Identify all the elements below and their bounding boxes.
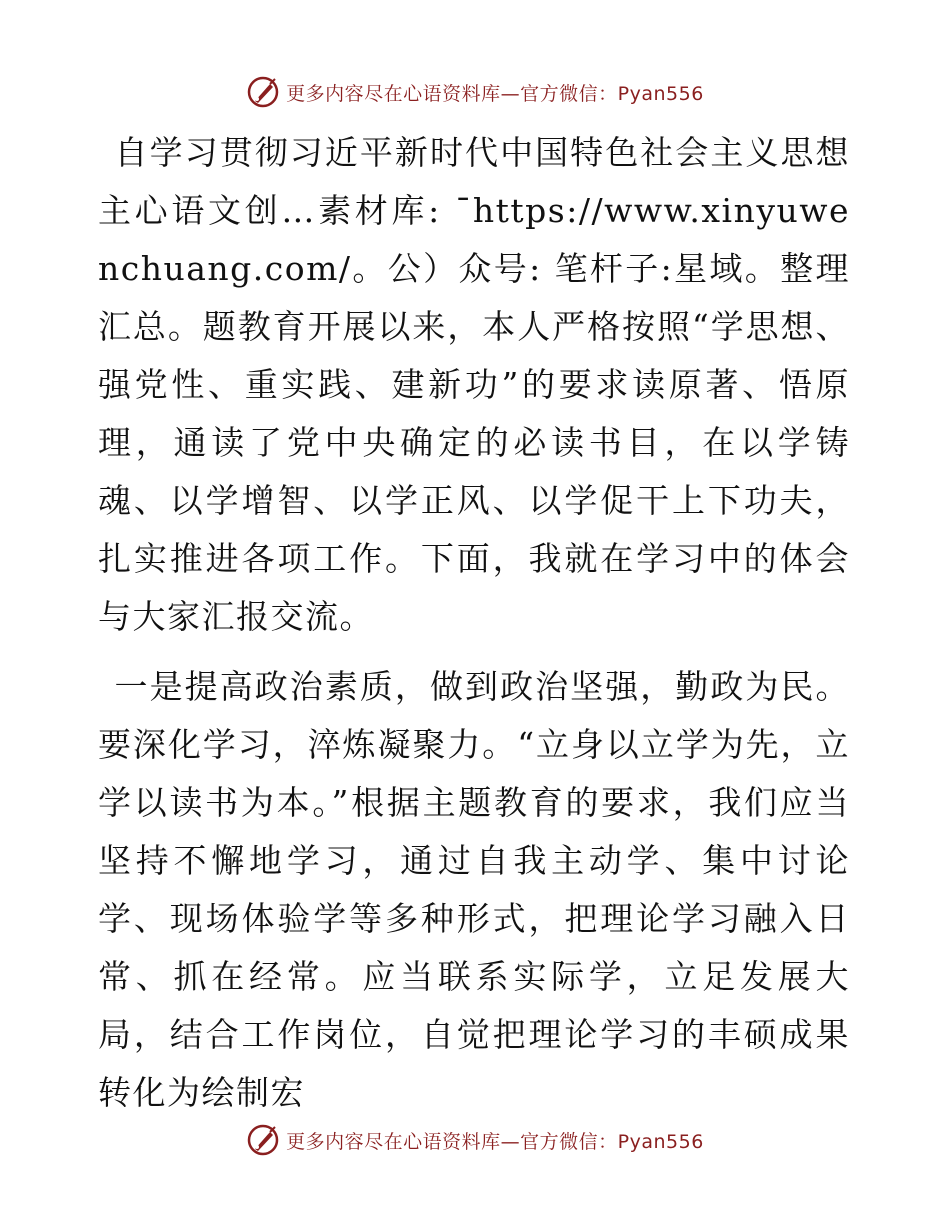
- footer-banner-text: 更多内容尽在心语资料库—官方微信：Pyan556: [286, 1130, 704, 1153]
- paragraph-2-text: 一是提高政治素质，做到政治坚强，勤政为民。要深化学习，淬炼凝聚力。“立身以立学为先，立学以读书为本。”根据主题教育的要求，我们应当坚持不懈地学习，通过自我主动学、集中讨论学、现场体验学等多种形式，把理论学习融入日常、抓在经常。应当联系实际学，立足发展大局，结合工作岗位，自觉把理论学习的丰硕成果转化为绘制宏: [98, 667, 850, 1112]
- header-banner: [0, 72, 950, 112]
- header-banner-text: 更多内容尽在心语资料库—官方微信：Pyan556: [286, 82, 704, 105]
- document-body: [98, 124, 850, 1122]
- paragraph-1-text: 自学习贯彻习近平新时代中国特色社会主义思想主心语文创…素材库: ¯https://www.xinyuwenchuang.com/。公）众号: 笔杆子:星域。整理汇总。题教育开展以来，本人严格按照“学思想、强党性、重实践、建新功”的要求读原著、悟原理，通读了党中央确定的必读书目，在以学铸魂、以学增智、以学正风、以学促干上下功夫，扎实推进各项工作。下面，我就在学习中的体会与大家汇报交流。: [98, 133, 850, 636]
- quill-seal-logo-icon: [246, 1123, 280, 1157]
- paragraph-2: [98, 658, 850, 1122]
- paragraph-1: [98, 124, 850, 646]
- footer-banner: [0, 1120, 950, 1160]
- quill-seal-logo-icon: [246, 75, 280, 109]
